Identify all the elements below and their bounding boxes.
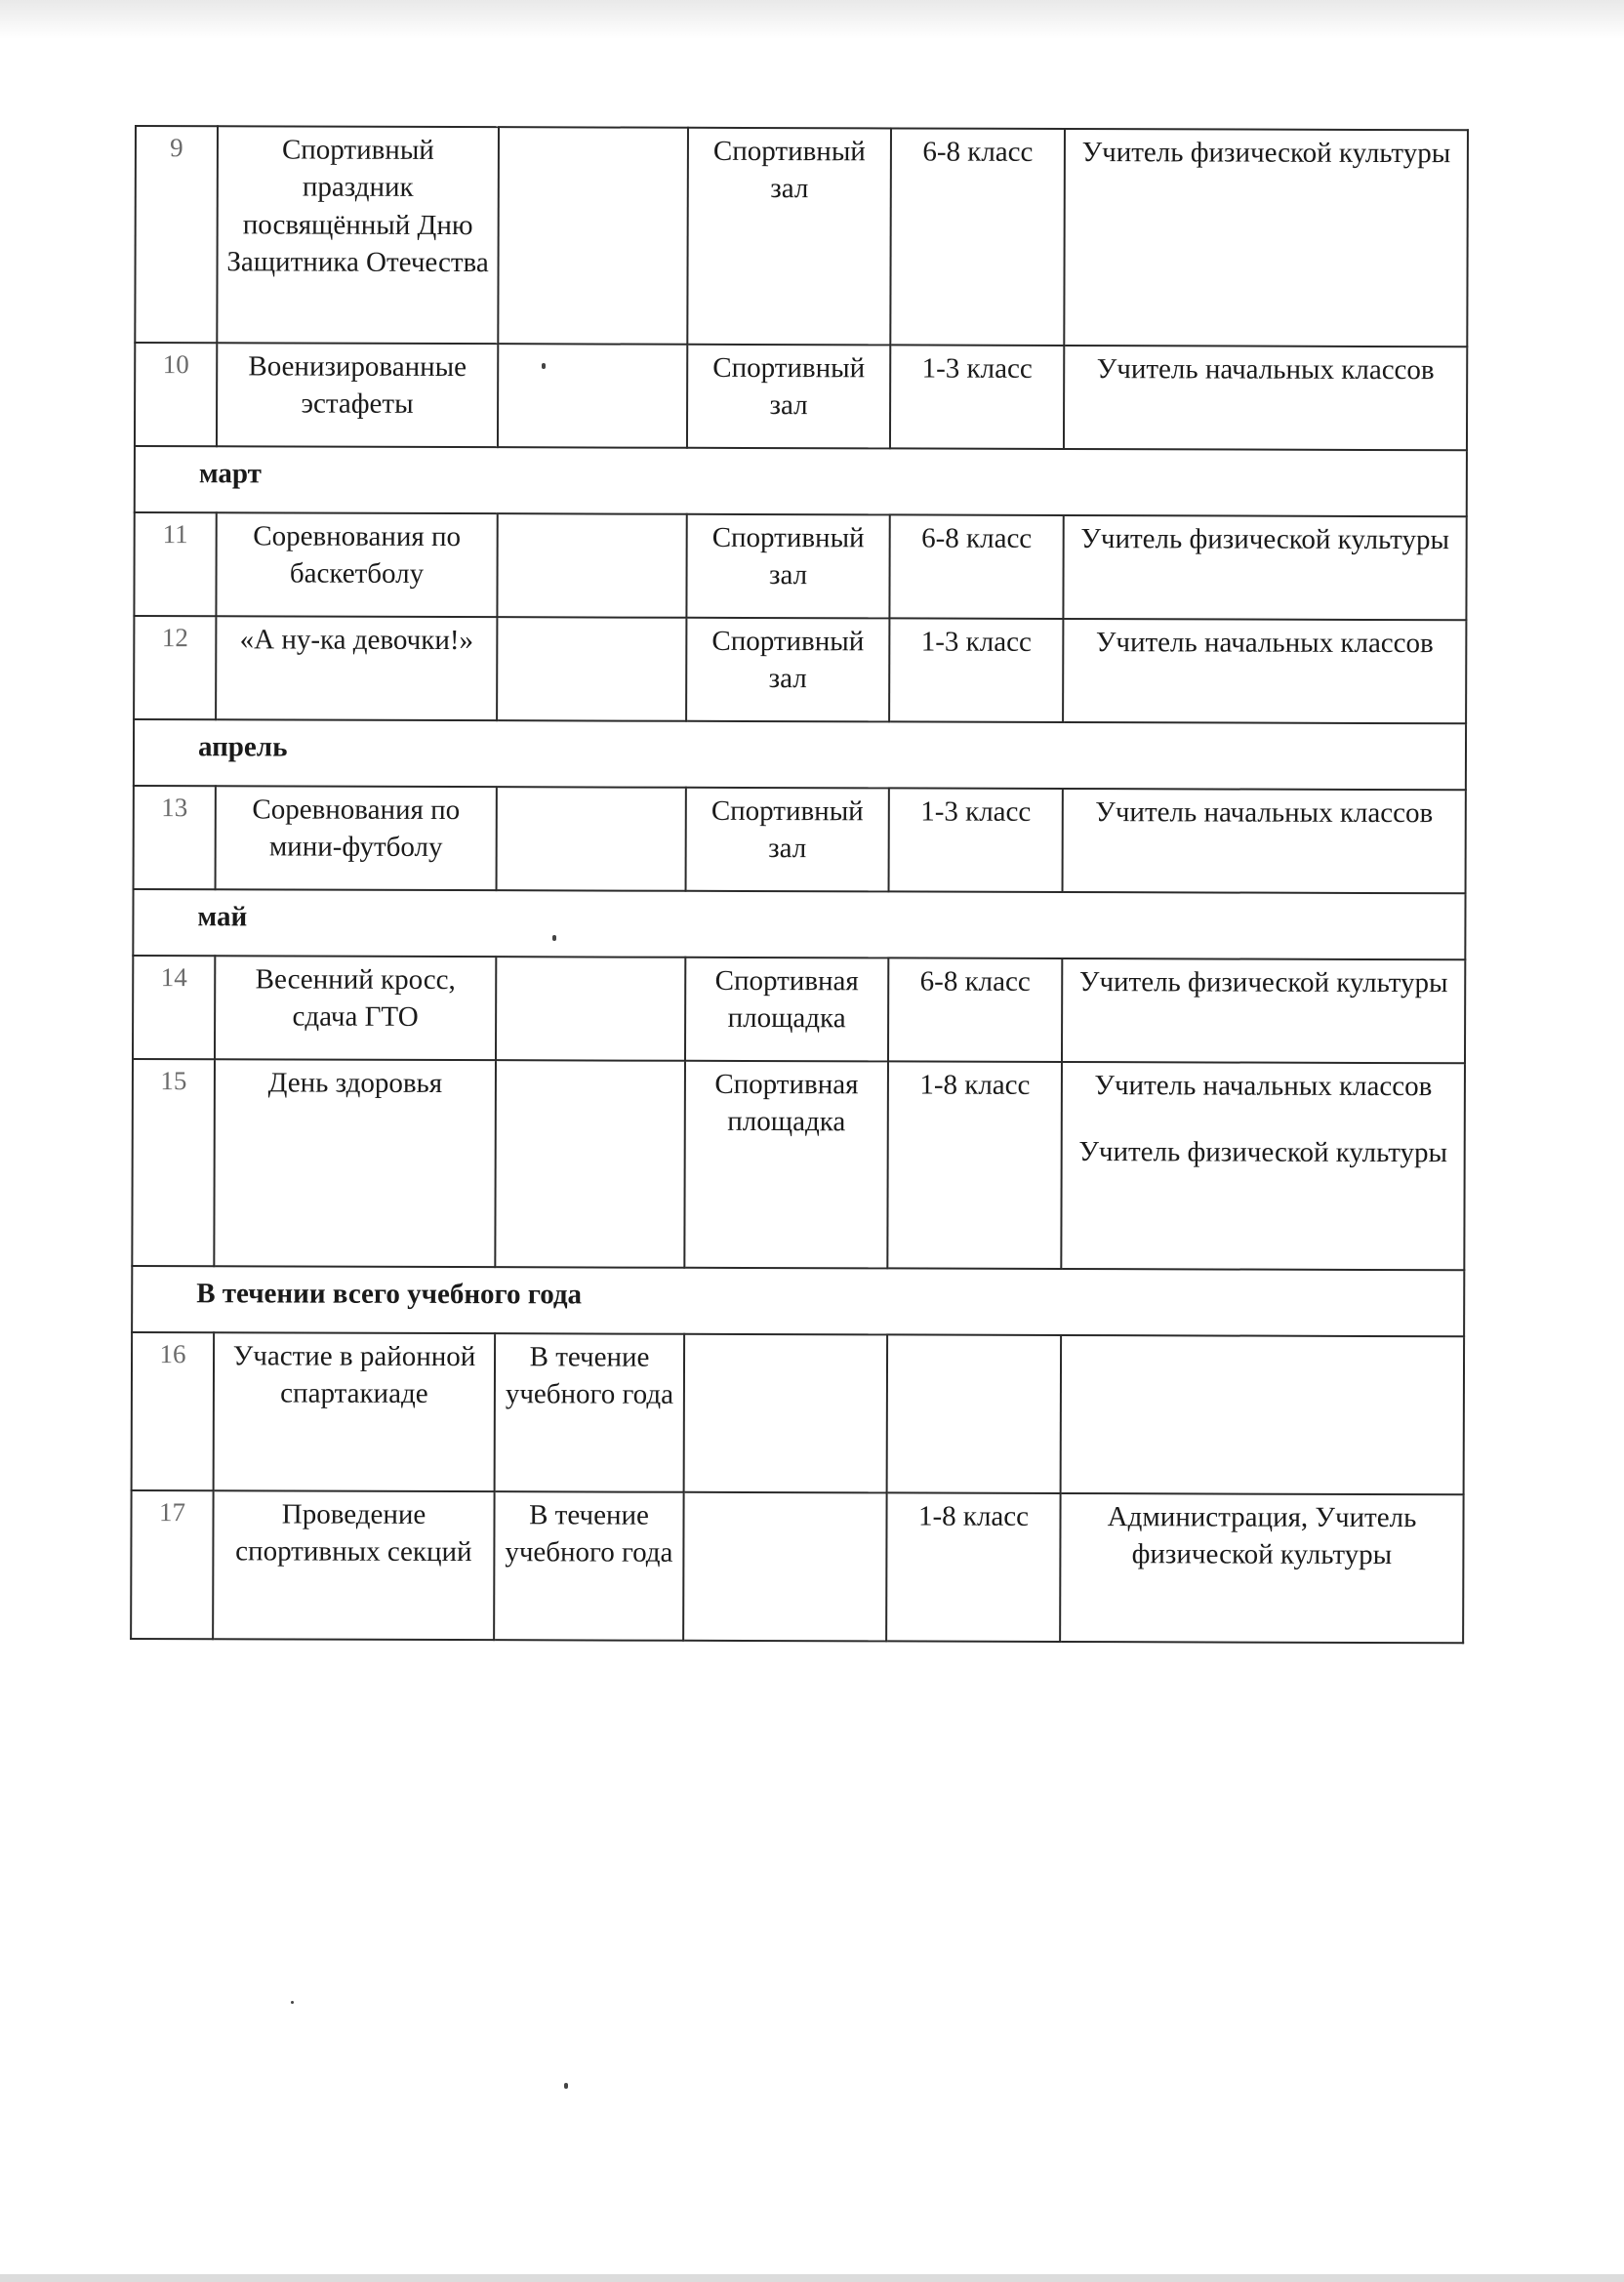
row-number: 14 [133,956,215,1059]
scan-shadow-bottom [0,2274,1624,2282]
event-place: Спортивный зал [686,788,889,892]
event-responsible: Учитель физической культуры [1064,129,1468,346]
event-name: Соревнования по мини-футболу [216,786,497,890]
event-timing [496,957,685,1061]
event-responsible: Учитель начальных классов [1064,346,1467,450]
event-participants: 6-8 класс [890,128,1065,346]
spacer [1071,1104,1456,1134]
event-responsible: Учитель физической культуры [1062,958,1465,1063]
table-row [135,126,1468,346]
scan-speck [291,2001,294,2004]
scan-speck [542,363,546,369]
table-row [133,956,1465,1063]
event-name: Военизированные эстафеты [217,343,498,447]
event-name: День здоровья [214,1059,496,1267]
event-timing [497,787,686,891]
scan-speck [564,2083,568,2089]
event-participants: 1-8 класс [887,1061,1062,1269]
month-heading: В течении всего учебного года [132,1266,1464,1336]
month-heading: апрель [134,719,1466,790]
event-place [683,1492,886,1642]
event-timing: В течение учебного года [494,1491,683,1641]
scan-shadow-top [0,0,1624,39]
row-number: 17 [131,1490,213,1639]
event-timing [495,1060,685,1268]
event-responsible: Учитель начальных классов [1094,1070,1433,1103]
row-number: 12 [134,616,216,719]
event-responsible: Учитель физической культуры [1063,515,1466,620]
event-timing [497,617,686,721]
event-timing [498,127,688,345]
event-timing [497,513,686,618]
event-name: Весенний кросс, сдача ГТО [215,956,496,1060]
table-row [132,1332,1465,1494]
month-heading: май [133,889,1465,959]
table-row [134,786,1466,893]
table-row [135,343,1467,450]
event-responsible: Администрация, Учитель физической культуры [1060,1493,1463,1643]
event-participants: 1-3 класс [890,345,1064,449]
event-plan-table [130,125,1469,1644]
month-row-whole-year [132,1266,1464,1336]
event-responsible: Учитель начальных классов [1063,789,1466,893]
row-number: 16 [132,1332,215,1490]
row-number: 10 [135,343,217,446]
table-row [134,616,1466,723]
table-row [132,1059,1465,1270]
event-participants: 1-3 класс [889,788,1063,892]
event-participants: 6-8 класс [888,958,1062,1062]
event-timing [498,344,687,448]
event-participants: 1-3 класс [889,618,1063,722]
event-place: Спортивный зал [686,618,889,722]
event-plan-sheet [130,125,1467,1644]
row-number: 15 [132,1059,215,1266]
event-place: Спортивный зал [687,128,891,346]
event-place: Спортивный зал [687,345,890,449]
event-place: Спортивный зал [686,514,889,619]
row-number: 13 [134,786,216,889]
event-name: Соревнования по баскетболу [216,512,497,617]
event-responsible [1061,1335,1465,1494]
event-responsible: Учитель начальных классов [1063,619,1466,723]
event-participants: 1-8 класс [886,1492,1060,1642]
event-participants: 6-8 класс [889,514,1063,619]
scan-speck [552,935,556,941]
event-name: Проведение спортивных секций [213,1490,494,1640]
month-heading: март [135,446,1467,516]
event-place [684,1334,888,1493]
event-place: Спортивная площадка [684,1061,888,1269]
row-number: 9 [135,126,218,343]
event-name: «А ну-ка девочки!» [216,616,497,720]
event-name: Спортивный праздник посвящённый Дню Защитника Отечества [217,126,499,344]
event-timing: В течение учебного года [495,1333,685,1492]
month-row-march [135,446,1467,516]
table-row [131,1490,1463,1643]
event-name: Участие в районной спартакиаде [214,1332,496,1491]
month-row-may [133,889,1465,959]
row-number: 11 [134,512,216,616]
event-responsible-secondary: Учитель физической культуры [1078,1136,1448,1169]
event-responsible-cell [1061,1062,1465,1270]
table-row [134,512,1466,620]
event-participants [887,1334,1062,1493]
event-place: Спортивная площадка [685,958,888,1062]
month-row-april [134,719,1466,790]
